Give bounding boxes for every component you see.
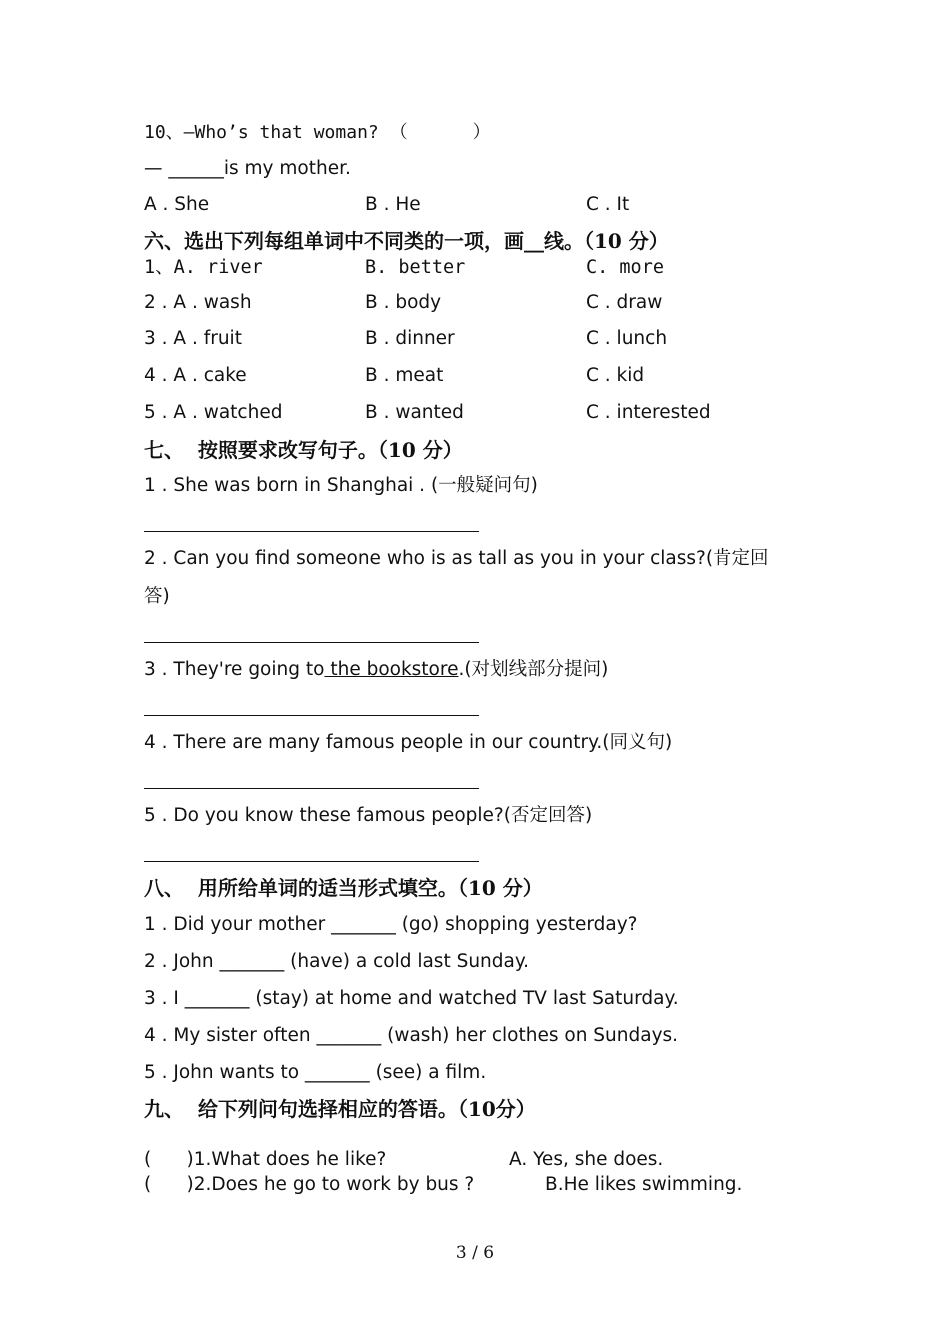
s6-row1-c: C. more xyxy=(586,257,664,278)
s6-row3-b: B . dinner xyxy=(365,328,455,349)
s6-row5-a: 5 . A . watched xyxy=(144,402,283,423)
q10-option-b: B . He xyxy=(365,194,421,215)
s7-q3-suffix: .(对划线部分提问) xyxy=(458,659,609,680)
q10-answer-line: — ______is my mother. xyxy=(144,158,351,179)
q10-option-a: A . She xyxy=(144,194,210,215)
s6-row2-b: B . body xyxy=(365,292,442,313)
section6-heading: 六、选出下列每组单词中不同类的一项，画__线。（10 分） xyxy=(144,229,669,253)
s6-row1-b: B. better xyxy=(365,257,466,278)
s6-row5-b: B . wanted xyxy=(365,402,464,423)
s7-q1-answer-line xyxy=(144,531,479,532)
s8-item2: 2 . John _______ (have) a cold last Sunday. xyxy=(144,951,530,972)
q10-option-c: C . It xyxy=(586,194,630,215)
s7-q2-line2: 答) xyxy=(144,586,170,607)
s6-row2-c: C . draw xyxy=(586,292,663,313)
s9-a1: A. Yes, she does. xyxy=(509,1149,664,1170)
s8-item5: 5 . John wants to _______ (see) a film. xyxy=(144,1062,487,1083)
s8-item1: 1 . Did your mother _______ (go) shopping yesterday? xyxy=(144,914,638,935)
q10-question: 10、—Who’s that woman? （ ） xyxy=(144,122,491,143)
section8-heading: 八、 用所给单词的适当形式填空。（10 分） xyxy=(144,876,543,900)
s9-a2: B.He likes swimming. xyxy=(545,1174,743,1195)
s7-q5: 5 . Do you know these famous people?(否定回答) xyxy=(144,805,593,826)
s6-row2-a: 2 . A . wash xyxy=(144,292,252,313)
s7-q2-line1: 2 . Can you find someone who is as tall as you in your class?(肯定回 xyxy=(144,548,769,569)
s6-row4-b: B . meat xyxy=(365,365,444,386)
s9-q1: ( )1.What does he like? xyxy=(144,1149,387,1170)
s8-item4: 4 . My sister often _______ (wash) her clothes on Sundays. xyxy=(144,1025,679,1046)
s7-q3-underlined: the bookstore xyxy=(324,659,459,680)
page-number: 3 / 6 xyxy=(455,1243,495,1263)
s6-row1-a: 1、A. river xyxy=(144,257,263,278)
s9-q2: ( )2.Does he go to work by bus ? xyxy=(144,1174,475,1195)
s7-q4-answer-line xyxy=(144,788,479,789)
s6-row4-a: 4 . A . cake xyxy=(144,365,247,386)
s7-q3 xyxy=(144,658,608,682)
s6-row3-c: C . lunch xyxy=(586,328,668,349)
s7-q1: 1 . She was born in Shanghai . (一般疑问句) xyxy=(144,475,538,496)
s7-q2-answer-line xyxy=(144,642,479,643)
s8-item3: 3 . I _______ (stay) at home and watched TV last Saturday. xyxy=(144,988,679,1009)
s6-row4-c: C . kid xyxy=(586,365,645,386)
s7-q5-answer-line xyxy=(144,861,479,862)
s7-q3-answer-line xyxy=(144,715,479,716)
s6-row5-c: C . interested xyxy=(586,402,711,423)
section9-heading: 九、 给下列问句选择相应的答语。（10分） xyxy=(144,1097,536,1121)
s6-row3-a: 3 . A . fruit xyxy=(144,328,242,349)
s7-q4: 4 . There are many famous people in our country.(同义句) xyxy=(144,732,673,753)
section7-heading: 七、 按照要求改写句子。（10 分） xyxy=(144,438,463,462)
s7-q3-prefix: 3 . They're going to xyxy=(144,659,325,680)
